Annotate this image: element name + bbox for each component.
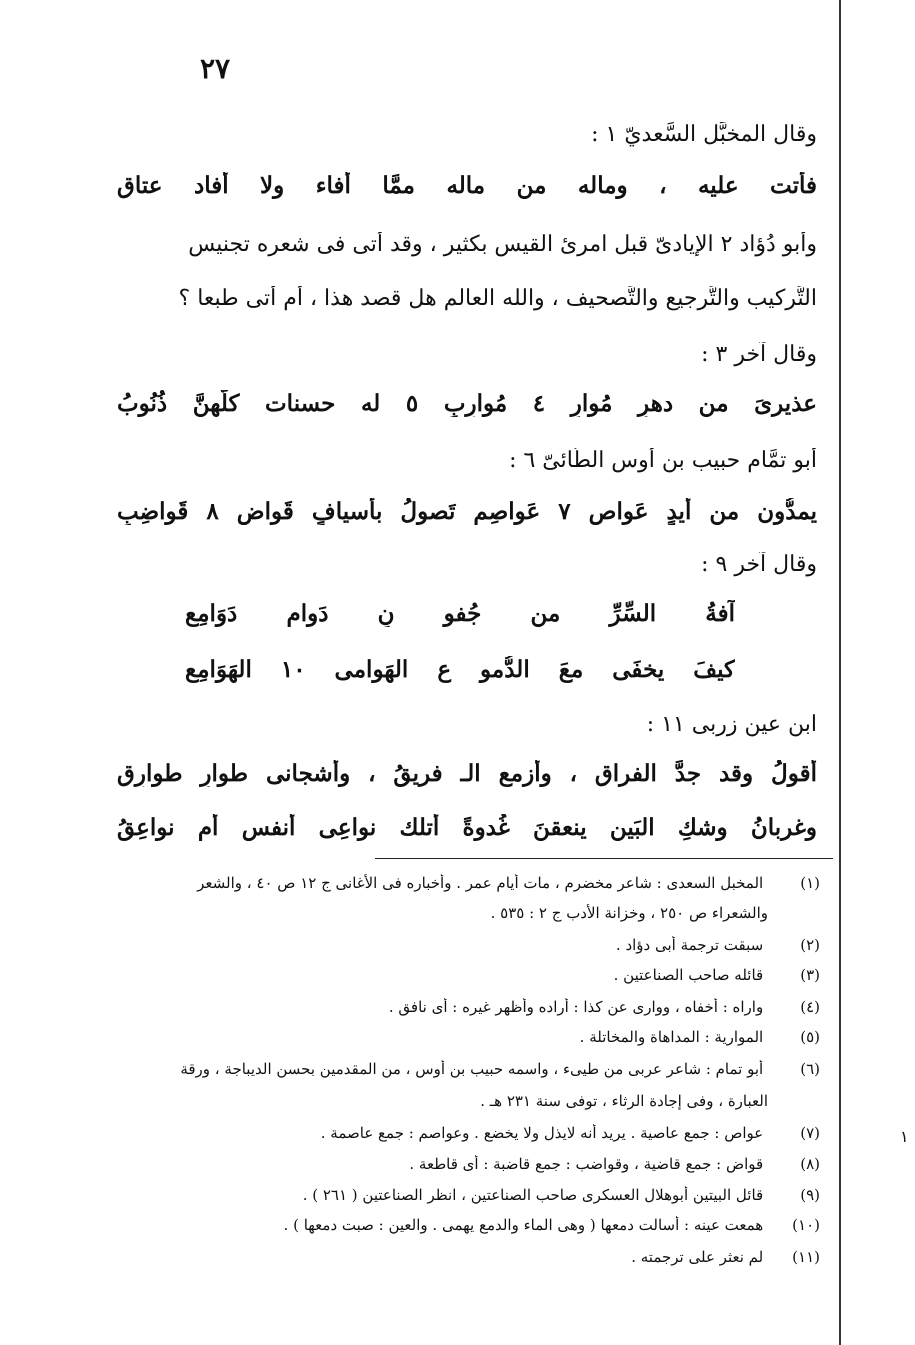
verse-line: آفةُ السِّرِّ من جُفو نٍ دَوامٍ دَوَامِع [185, 600, 735, 627]
footnote-number: (٩) [800, 1186, 820, 1204]
footnote-text: همعت عينه : أسالت دمعها ( وهى الماء والدمع يهمى . والعين : صبت دمعها ) . [283, 1216, 764, 1234]
footnote-text: المخبل السعدى : شاعر مخضرم ، مات أيام عمر . وأخباره فى الأغانى ج ١٢ ص ٤٠ ، والشعر [197, 874, 764, 892]
page-number: ٢٧ [199, 52, 231, 85]
footnote-text: قائله صاحب الصناعتين . [613, 966, 764, 984]
footnote-text: الموارية : المداهاة والمخاتلة . [579, 1028, 764, 1046]
footnote [80, 966, 820, 984]
footnote-text: سبقت ترجمة أبى دؤاد . [615, 936, 764, 954]
footnote [80, 1028, 820, 1046]
footnote [80, 936, 820, 954]
text-line: ابن عين زربى ١١ : [646, 712, 817, 737]
footnote-number: (١٠) [792, 1216, 820, 1234]
footnote-continuation: العبارة ، وفى إجادة الرثاء ، توفى سنة ٢٣١ هـ . [480, 1092, 768, 1110]
footnote-number: (٦) [800, 1060, 820, 1078]
text-line: أبو تمَّام حبيب بن أوس الطَّائىّ ٦ : [509, 448, 817, 473]
footnote-number: (٣) [800, 966, 820, 984]
footnote-number: (١١) [792, 1248, 820, 1266]
footnote-divider [375, 858, 833, 859]
footnote-text: قائل البيتين أبوهلال العسكرى صاحب الصناعتين ، انظر الصناعتين ( ٢٦١ ) . [302, 1186, 764, 1204]
footnote-number: (٢) [800, 936, 820, 954]
footnote [80, 1155, 820, 1173]
text-line: وأبو دُؤاد ٢ الإيادىّ قبل امرئ القيس بكثير ، وقد أتى فى شعره تجنيس [188, 232, 817, 257]
footnote [80, 998, 820, 1016]
footnote [80, 874, 820, 892]
footnote-text: قواض : جمع قاضية ، وقواضب : جمع قاضبة : أى قاطعة . [409, 1155, 764, 1173]
footnote-text: واراه : أخفاه ، ووارى عن كذا : أراده وأظهر غيره : أى نافق . [388, 998, 764, 1016]
text-line: وقال آخر ٩ : [701, 552, 817, 577]
footnote-text: عواص : جمع عاصية . يريد أنه لايذل ولا يخضع . وعواصم : جمع عاصمة . [320, 1124, 764, 1142]
footnote [80, 1248, 820, 1266]
verse-line: يمدُّون من أيدٍ عَواصٍ ٧ عَواصِمٍ تَصولُ بأسيافٍ قَواضٍ ٨ قَواضِبِ [117, 498, 817, 525]
footnote [80, 1124, 820, 1142]
footnote-text: لم نعثر على ترجمته . [631, 1248, 764, 1266]
footnote [80, 1186, 820, 1204]
footnote [80, 1216, 820, 1234]
text-line: التَّركيب والتَّرجيع والتَّصحيف ، والله العالم هل قصد هذا ، أم أتى طبعا ؟ [178, 286, 817, 311]
footnote-number: (٥) [800, 1028, 820, 1046]
footnote-text: أبو تمام : شاعر عربى من طيىء ، واسمه حبيب بن أوس ، من المقدمين بحسن الديباجة ، ورقة [180, 1060, 764, 1078]
footnote-continuation: والشعراء ص ٢٥٠ ، وخزانة الأدب ج ٢ : ٥٣٥ . [490, 904, 768, 922]
verse-line: كيفَ يخفَى معَ الدُّمو عِ الهَوامى ١٠ الهَوَامِعِ [185, 656, 735, 683]
footnote-number: (٨) [800, 1155, 820, 1173]
margin-mark: ١ [900, 1127, 909, 1146]
footnote-number: (٤) [800, 998, 820, 1016]
text-line: وقال المخبَّل السَّعديّ ١ : [591, 122, 817, 147]
verse-line: عذيرىَ من دهرٍ مُوارٍ ٤ مُوارِبٍ ٥ له حسنات كلُّهنَّ ذُنُوبُ [117, 390, 817, 417]
verse-line: وغربانُ وشكِ البَين ينعقنَ غُدوةً أتلك نواعِى أنفسٍ أم نواعِقُ [117, 814, 817, 841]
verse-line: أقولُ وقد جدَّ الفراق ، وأزمع الـ فريقُ ، وأشجانى طوارٍ طوارِق [117, 760, 817, 787]
verse-line: فأتت عليه ، وماله من ماله ممَّا أفاء ولا أفاد عتاق [117, 172, 817, 199]
footnote-number: (١) [800, 874, 820, 892]
page-edge-line [839, 0, 841, 1345]
footnote-number: (٧) [800, 1124, 820, 1142]
footnote [80, 1060, 820, 1078]
text-line: وقال آخر ٣ : [701, 342, 817, 367]
